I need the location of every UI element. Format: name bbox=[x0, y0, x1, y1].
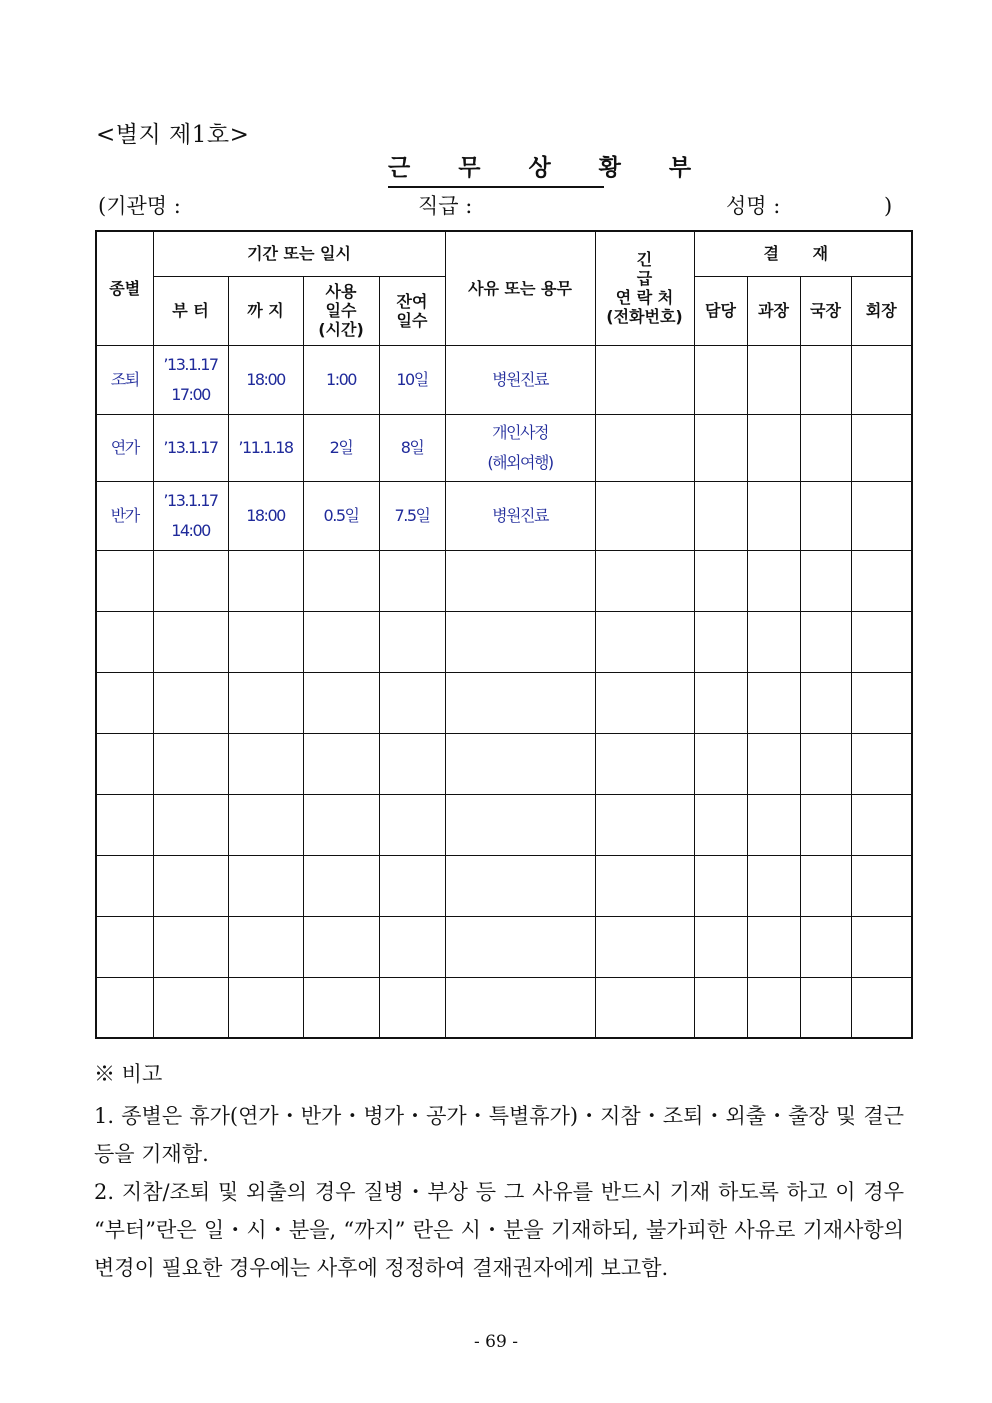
row-type[interactable] bbox=[96, 611, 153, 672]
row-from-time: 17:00 bbox=[171, 384, 210, 404]
row-sign-chairman[interactable] bbox=[851, 977, 912, 1038]
row-to[interactable] bbox=[228, 794, 303, 855]
row-to: ’11.1.18 bbox=[228, 414, 303, 481]
header-approver-director: 국장 bbox=[800, 276, 851, 345]
row-reason-line1: 개인사정 bbox=[492, 422, 548, 442]
row-sign-section-chief[interactable] bbox=[747, 977, 800, 1038]
row-from[interactable] bbox=[153, 794, 228, 855]
row-used[interactable] bbox=[303, 855, 379, 916]
row-reason bbox=[445, 345, 595, 414]
row-sign-director[interactable] bbox=[800, 611, 851, 672]
row-type: 조퇴 bbox=[96, 345, 153, 414]
row-sign-chairman[interactable] bbox=[851, 916, 912, 977]
table-row bbox=[96, 794, 912, 855]
row-sign-director[interactable] bbox=[800, 916, 851, 977]
header-remain bbox=[379, 276, 445, 345]
row-type[interactable] bbox=[96, 550, 153, 611]
row-reason[interactable] bbox=[445, 916, 595, 977]
header-used bbox=[303, 276, 379, 345]
row-from bbox=[153, 345, 228, 414]
row-sign-staff[interactable] bbox=[694, 611, 747, 672]
row-contact[interactable] bbox=[595, 977, 694, 1038]
row-from[interactable] bbox=[153, 672, 228, 733]
row-contact[interactable] bbox=[595, 481, 694, 550]
row-used[interactable] bbox=[303, 611, 379, 672]
row-reason bbox=[445, 414, 595, 481]
notes-section bbox=[94, 1055, 904, 1287]
row-sign-staff[interactable] bbox=[694, 733, 747, 794]
row-remain[interactable] bbox=[379, 672, 445, 733]
row-remain[interactable] bbox=[379, 977, 445, 1038]
row-to[interactable] bbox=[228, 977, 303, 1038]
row-to: 18:00 bbox=[228, 345, 303, 414]
row-sign-section-chief[interactable] bbox=[747, 345, 800, 414]
table-row bbox=[96, 414, 912, 481]
info-line bbox=[96, 190, 896, 222]
table-row bbox=[96, 672, 912, 733]
row-sign-staff[interactable] bbox=[694, 672, 747, 733]
row-sign-chairman[interactable] bbox=[851, 345, 912, 414]
row-used[interactable] bbox=[303, 672, 379, 733]
notes-item-1: 1. 종별은 휴가(연가・반가・병가・공가・특별휴가)・지참・조퇴・외출・출장 및 결근 등을 기재함. bbox=[94, 1104, 904, 1166]
row-reason[interactable] bbox=[445, 550, 595, 611]
row-sign-director[interactable] bbox=[800, 345, 851, 414]
table-row bbox=[96, 550, 912, 611]
row-reason-line1: 병원진료 bbox=[492, 505, 548, 525]
table-row bbox=[96, 481, 912, 550]
row-to[interactable] bbox=[228, 733, 303, 794]
row-reason[interactable] bbox=[445, 855, 595, 916]
header-used-line2: 일수 bbox=[325, 301, 357, 320]
header-contact-line3: (전화번호) bbox=[606, 307, 683, 327]
row-sign-section-chief[interactable] bbox=[747, 672, 800, 733]
row-used: 2일 bbox=[303, 414, 379, 481]
row-type: 반가 bbox=[96, 481, 153, 550]
work-status-table bbox=[95, 230, 913, 1039]
row-sign-director[interactable] bbox=[800, 733, 851, 794]
table-row bbox=[96, 977, 912, 1038]
row-sign-director[interactable] bbox=[800, 481, 851, 550]
row-reason[interactable] bbox=[445, 672, 595, 733]
header-approval: 결 재 bbox=[694, 231, 912, 276]
empty-rows-group bbox=[96, 550, 912, 1038]
header-to: 까 지 bbox=[228, 276, 303, 345]
row-from bbox=[153, 414, 228, 481]
header-approver-section-chief: 과장 bbox=[747, 276, 800, 345]
row-remain[interactable] bbox=[379, 794, 445, 855]
table-row bbox=[96, 855, 912, 916]
annex-label: <별지 제1호> bbox=[96, 122, 250, 148]
row-sign-section-chief[interactable] bbox=[747, 481, 800, 550]
header-contact-line1: 긴 급 bbox=[636, 250, 671, 289]
header-contact bbox=[595, 231, 694, 345]
row-remain[interactable] bbox=[379, 916, 445, 977]
header-used-line1: 사용 bbox=[325, 282, 357, 301]
row-contact[interactable] bbox=[595, 916, 694, 977]
row-sign-chairman[interactable] bbox=[851, 855, 912, 916]
row-reason-line2: (해외여행) bbox=[487, 452, 553, 472]
row-type: 연가 bbox=[96, 414, 153, 481]
row-from[interactable] bbox=[153, 977, 228, 1038]
row-sign-chairman[interactable] bbox=[851, 481, 912, 550]
row-sign-staff[interactable] bbox=[694, 481, 747, 550]
row-type[interactable] bbox=[96, 672, 153, 733]
row-from-date: ’13.1.17 bbox=[163, 437, 218, 457]
header-approver-staff: 담당 bbox=[694, 276, 747, 345]
row-type[interactable] bbox=[96, 916, 153, 977]
row-used[interactable] bbox=[303, 916, 379, 977]
row-sign-section-chief[interactable] bbox=[747, 550, 800, 611]
row-reason[interactable] bbox=[445, 611, 595, 672]
row-from[interactable] bbox=[153, 916, 228, 977]
row-sign-section-chief[interactable] bbox=[747, 733, 800, 794]
header-reason: 사유 또는 용무 bbox=[445, 231, 595, 345]
header-contact-line2: 연 락 처 bbox=[615, 288, 674, 308]
row-from-date: ’13.1.17 bbox=[163, 354, 218, 374]
row-sign-staff[interactable] bbox=[694, 794, 747, 855]
notes-item-2: 2. 지참/조퇴 및 외출의 경우 질병・부상 등 그 사유를 반드시 기재 하도록 하고 이 경우 “부터”란은 일・시・분을, “까지” 란은 시・분을 기재하되, 불가피한 사유로 기재사항의 변경이 필요한 경우에는 사후에 정정하여 결재권자에게 보고함. bbox=[94, 1180, 904, 1280]
row-from[interactable] bbox=[153, 855, 228, 916]
row-contact[interactable] bbox=[595, 611, 694, 672]
row-contact[interactable] bbox=[595, 550, 694, 611]
row-reason bbox=[445, 481, 595, 550]
header-remain-line1: 잔여 bbox=[396, 291, 428, 311]
rank-label: 직급 : bbox=[418, 194, 473, 218]
row-from[interactable] bbox=[153, 611, 228, 672]
form-title: 근 무 상 황 부 bbox=[388, 152, 604, 188]
row-from[interactable] bbox=[153, 733, 228, 794]
header-period: 기간 또는 일시 bbox=[153, 231, 445, 276]
row-contact[interactable] bbox=[595, 414, 694, 481]
row-sign-chairman[interactable] bbox=[851, 550, 912, 611]
table-row bbox=[96, 345, 912, 414]
row-from-date: ’13.1.17 bbox=[163, 490, 218, 510]
row-contact[interactable] bbox=[595, 794, 694, 855]
row-reason[interactable] bbox=[445, 794, 595, 855]
row-sign-staff[interactable] bbox=[694, 855, 747, 916]
row-sign-section-chief[interactable] bbox=[747, 916, 800, 977]
row-contact[interactable] bbox=[595, 345, 694, 414]
notes-heading: ※ 비고 bbox=[94, 1062, 163, 1086]
header-remain-line2: 일수 bbox=[396, 310, 428, 330]
row-type[interactable] bbox=[96, 794, 153, 855]
row-used[interactable] bbox=[303, 794, 379, 855]
row-to[interactable] bbox=[228, 855, 303, 916]
row-sign-director[interactable] bbox=[800, 977, 851, 1038]
row-used: 0.5일 bbox=[303, 481, 379, 550]
row-sign-chairman[interactable] bbox=[851, 414, 912, 481]
row-to[interactable] bbox=[228, 550, 303, 611]
row-remain[interactable] bbox=[379, 611, 445, 672]
row-contact[interactable] bbox=[595, 855, 694, 916]
row-sign-director[interactable] bbox=[800, 855, 851, 916]
row-sign-chairman[interactable] bbox=[851, 794, 912, 855]
row-sign-director[interactable] bbox=[800, 794, 851, 855]
info-close-paren: ) bbox=[884, 194, 893, 218]
row-reason[interactable] bbox=[445, 733, 595, 794]
row-sign-director[interactable] bbox=[800, 550, 851, 611]
header-used-line3: (시간) bbox=[318, 320, 364, 339]
row-sign-chairman[interactable] bbox=[851, 611, 912, 672]
table-row bbox=[96, 611, 912, 672]
row-used[interactable] bbox=[303, 733, 379, 794]
row-to[interactable] bbox=[228, 672, 303, 733]
row-from bbox=[153, 481, 228, 550]
row-remain[interactable] bbox=[379, 855, 445, 916]
org-label: (기관명 : bbox=[98, 194, 181, 218]
row-used: 1:00 bbox=[303, 345, 379, 414]
page-number: - 69 - bbox=[474, 1332, 518, 1352]
row-sign-section-chief[interactable] bbox=[747, 611, 800, 672]
row-type[interactable] bbox=[96, 977, 153, 1038]
name-label: 성명 : bbox=[726, 194, 781, 218]
row-sign-section-chief[interactable] bbox=[747, 794, 800, 855]
table-row bbox=[96, 733, 912, 794]
row-sign-chairman[interactable] bbox=[851, 733, 912, 794]
row-sign-staff[interactable] bbox=[694, 345, 747, 414]
row-contact[interactable] bbox=[595, 672, 694, 733]
table-row bbox=[96, 916, 912, 977]
header-from: 부 터 bbox=[153, 276, 228, 345]
row-remain[interactable] bbox=[379, 733, 445, 794]
row-reason[interactable] bbox=[445, 977, 595, 1038]
row-sign-chairman[interactable] bbox=[851, 672, 912, 733]
row-sign-staff[interactable] bbox=[694, 550, 747, 611]
row-sign-section-chief[interactable] bbox=[747, 855, 800, 916]
row-remain: 8일 bbox=[379, 414, 445, 481]
row-remain: 10일 bbox=[379, 345, 445, 414]
row-type[interactable] bbox=[96, 855, 153, 916]
row-type[interactable] bbox=[96, 733, 153, 794]
header-approver-chairman: 회장 bbox=[851, 276, 912, 345]
row-used[interactable] bbox=[303, 550, 379, 611]
row-sign-section-chief[interactable] bbox=[747, 414, 800, 481]
row-used[interactable] bbox=[303, 977, 379, 1038]
row-sign-staff[interactable] bbox=[694, 916, 747, 977]
row-from-time: 14:00 bbox=[171, 520, 210, 540]
header-type: 종별 bbox=[96, 231, 153, 345]
row-remain: 7.5일 bbox=[379, 481, 445, 550]
row-to[interactable] bbox=[228, 611, 303, 672]
row-sign-staff[interactable] bbox=[694, 977, 747, 1038]
row-sign-director[interactable] bbox=[800, 672, 851, 733]
row-sign-staff[interactable] bbox=[694, 414, 747, 481]
row-contact[interactable] bbox=[595, 733, 694, 794]
row-reason-line1: 병원진료 bbox=[492, 369, 548, 389]
row-from[interactable] bbox=[153, 550, 228, 611]
row-to[interactable] bbox=[228, 916, 303, 977]
row-remain[interactable] bbox=[379, 550, 445, 611]
row-to: 18:00 bbox=[228, 481, 303, 550]
row-sign-director[interactable] bbox=[800, 414, 851, 481]
